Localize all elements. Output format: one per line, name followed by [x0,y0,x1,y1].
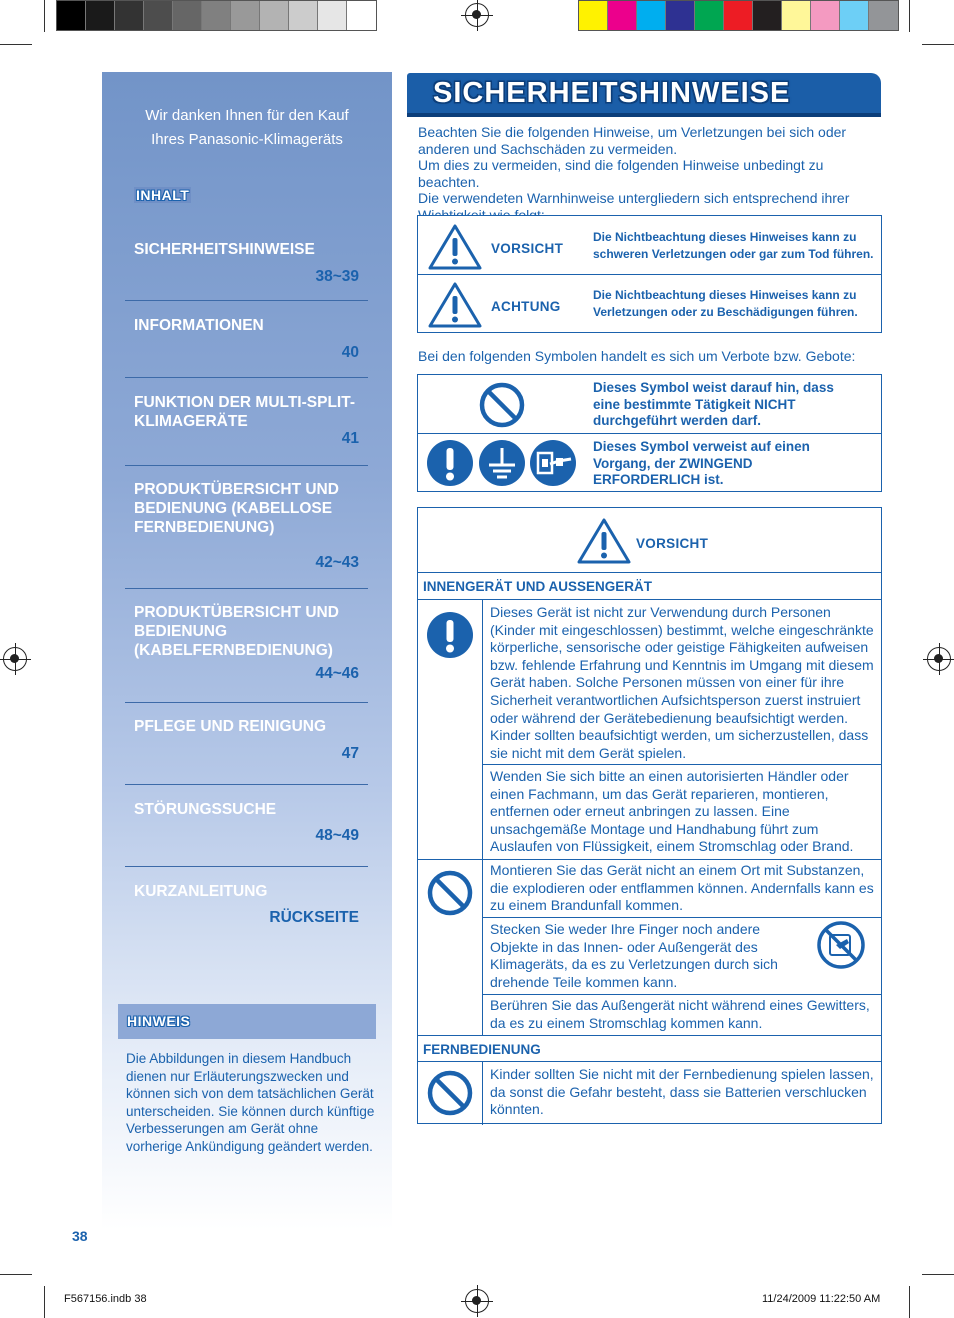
crop-mark [922,1274,954,1275]
toc-divider [125,377,368,378]
toc-item-informationen[interactable] [125,316,368,376]
color-swatch [115,1,144,30]
note-title: HINWEIS [127,1013,191,1029]
toc-item-label: SICHERHEITSHINWEISE [134,241,315,258]
warning-level-row [418,275,881,334]
row-divider [482,994,881,995]
unplug-icon [529,439,577,487]
toc-item-label: INFORMATIONEN [134,317,264,334]
caution-row-text: Wenden Sie sich bitte an einen autorisierten Händler oder einen Fachmann, um das Gerät reparieren, montieren, entfernen oder erneut anbringen zu lassen. Eine unsachgemäße Montage und Handhabung führt zum Auslaufen von Flüssigkeit, einem Stromschlag oder Brand. [490,768,854,855]
section-title-indoor-outdoor: INNENGERÄT UND AUSSENGERÄT [418,574,881,600]
page-title: SICHERHEITSHINWEISE [433,77,791,109]
color-swatch [289,1,318,30]
caution-row-text: Kinder sollten Sie nicht mit der Fernbedienung spielen lassen, da sonst die Gefahr besteht, dass sie Batterien verschlucken könnten. [490,1066,874,1118]
crop-mark [922,44,954,45]
toc-item-page: 38~39 [315,268,359,285]
toc-item-label: STÖRUNGSSUCHE [134,801,277,818]
toc-divider [125,465,368,466]
row-divider [418,859,881,860]
color-swatch [782,1,811,30]
warning-triangle-icon [428,224,482,270]
symbol-desc: Dieses Symbol weist darauf hin, dass eine bestimmte Tätigkeit NICHT durchgeführt werden darf. [593,380,834,428]
toc-item-produktuebersicht-kabellos[interactable] [125,480,368,580]
no-fingers-in-fan-icon [816,920,866,970]
section-title-remote-control: FERNBEDIENUNG [418,1035,881,1062]
crop-mark [44,0,45,32]
symbol-row [418,434,881,493]
caution-row-text: Dieses Gerät ist nicht zur Verwendung durch Personen (Kinder mit eingeschlossen) bestimmt, welche eingeschränkte körperliche, sensorische oder geistige Fähigkeiten aufweisen bzw. fehlende Erfahrung und Kenntnis im Umgang mit diesem Gerät haben. Solche Personen müssen von einer für ihre Sicherheit verantwortlichen Aufsichtsperson zuerst instruiert oder während der Gerätebedienung beaufsichtigt werden. Kinder sollten beaufsichtigt werden, um sicherzustellen, dass sie nicht mit dem Gerät spielen. [490,604,874,761]
color-swatch [202,1,231,30]
caution-header [418,508,881,573]
crop-mark [44,1286,45,1318]
registration-mark-icon [927,647,951,671]
symbol-row [418,375,881,434]
toc-item-label: FUNKTION DER MULTI-SPLIT-KLIMAGERÄTE [134,394,355,430]
toc-item-produktuebersicht-kabel[interactable] [125,603,368,693]
color-swatch [869,1,898,30]
note-header [118,1004,376,1039]
footer-timestamp: 11/24/2009 11:22:50 AM [762,1293,881,1305]
caution-row-text: Stecken Sie weder Ihre Finger noch andere Objekte in das Innen- oder Außengerät des Klimageräts, da es zu Verletzungen durch sich drehende Teile kommen kann. [490,921,778,990]
color-swatch [579,1,608,30]
toc-item-pflege[interactable] [125,717,368,777]
warning-triangle-icon [428,282,482,328]
table-column-divider [482,600,483,1035]
color-swatch [811,1,840,30]
color-swatch [86,1,115,30]
toc-item-page: 42~43 [315,554,359,571]
toc-item-label: PRODUKTÜBERSICHT UND BEDIENUNG (KABELLOSE FERNBEDIENUNG) [134,481,339,536]
toc-item-page: 48~49 [315,827,359,844]
color-swatch [57,1,86,30]
row-divider [482,764,881,765]
color-swatch [724,1,753,30]
row-divider [482,917,881,918]
crop-mark [909,0,910,32]
warning-level-tag: ACHTUNG [491,299,561,314]
toc-divider [125,784,368,785]
color-swatch [318,1,347,30]
warning-triangle-icon [577,518,631,564]
warning-level-tag: VORSICHT [491,241,564,256]
color-swatch [695,1,724,30]
toc-divider [125,588,368,589]
color-swatch [144,1,173,30]
caution-table [417,507,882,1124]
mandatory-action-icon [426,611,474,659]
caution-row-text: Berühren Sie das Außengerät nicht während eines Gewitters, da es zu einem Stromschlag kommen kann. [490,997,870,1031]
prohibition-icon [426,869,474,917]
grayscale-color-bar [56,0,377,31]
warning-level-desc: Die Nichtbeachtung dieses Hinweises kann zu Verletzungen oder zu Beschädigungen führen. [593,288,858,319]
toc-divider [125,866,368,867]
toc-item-sicherheitshinweise[interactable] [125,240,368,300]
process-color-bar [578,0,899,31]
toc-item-page: 44~46 [315,665,359,682]
page-number: 38 [72,1228,88,1244]
color-swatch [231,1,260,30]
crop-mark [0,1274,32,1275]
crop-mark [909,1286,910,1318]
sidebar [102,72,392,1230]
earth-ground-icon [478,439,526,487]
toc-divider [125,300,368,301]
color-swatch [608,1,637,30]
toc-item-label: PRODUKTÜBERSICHT UND BEDIENUNG (KABELFERNBEDIENUNG) [134,604,339,659]
mandatory-action-icon [426,439,474,487]
color-swatch [173,1,202,30]
color-swatch [260,1,289,30]
toc-item-label: KURZANLEITUNG [134,883,268,900]
symbol-desc: Dieses Symbol verweist auf einen Vorgang, der ZWINGEND ERFORDERLICH ist. [593,439,810,487]
title-banner [407,73,881,113]
prohibition-icon [426,1069,474,1117]
registration-mark-icon [465,3,489,27]
caution-label: VORSICHT [636,536,709,551]
prohibition-icon [478,381,526,429]
warning-level-desc: Die Nichtbeachtung dieses Hinweises kann zu schweren Verletzungen oder gar zum Tod führen. [593,230,874,261]
note-text: Die Abbildungen in diesem Handbuch dienen nur Erläuterungszwecken und können sich von dem tatsächlichen Gerät unterscheiden. Sie können durch künftige Verbesserungen am Gerät ohne vorherige Ankündigung geändert werden. [126,1051,375,1154]
caution-row-text: Montieren Sie das Gerät nicht an einem Ort mit Substanzen, die explodieren oder entflammen können. Andernfalls kann es zu einem Brandunfall kommen. [490,862,874,914]
crop-mark [0,44,32,45]
toc-item-page: 40 [341,344,359,361]
registration-mark-icon [3,647,27,671]
thank-you-text: Wir danken Ihnen für den Kauf Ihres Panasonic-Klimageräts [145,107,349,148]
symbols-intro: Bei den folgenden Symbolen handelt es sich um Verbote bzw. Gebote: [418,348,856,364]
symbols-table [417,374,882,492]
warning-levels-table [417,215,882,333]
intro-text: Beachten Sie die folgenden Hinweise, um Verletzungen bei sich oder anderen und Sachschäden zu vermeiden. Um dies zu vermeiden, sind die folgenden Hinweise unbedingt zu beachten. Die verwendeten Warnhinweise untergliedern sich entsprechend ihrer [418,124,850,206]
toc-item-page: 47 [341,745,359,762]
color-swatch [840,1,869,30]
toc-item-funktion[interactable] [125,393,368,465]
color-swatch [347,1,376,30]
toc-item-kurzanleitung[interactable] [125,882,368,942]
toc-title: INHALT [136,187,190,203]
color-swatch [666,1,695,30]
warning-level-row [418,216,881,275]
color-swatch [753,1,782,30]
registration-mark-icon [465,1289,489,1313]
toc-item-page: 41 [341,430,359,447]
footer-file-info: F567156.indb 38 [64,1293,147,1305]
color-swatch [637,1,666,30]
toc-item-stoerungssuche[interactable] [125,800,368,860]
toc-item-page: RÜCKSEITE [269,909,359,926]
toc-item-label: PFLEGE UND REINIGUNG [134,718,327,735]
table-column-divider [482,1062,483,1125]
toc-divider [125,702,368,703]
